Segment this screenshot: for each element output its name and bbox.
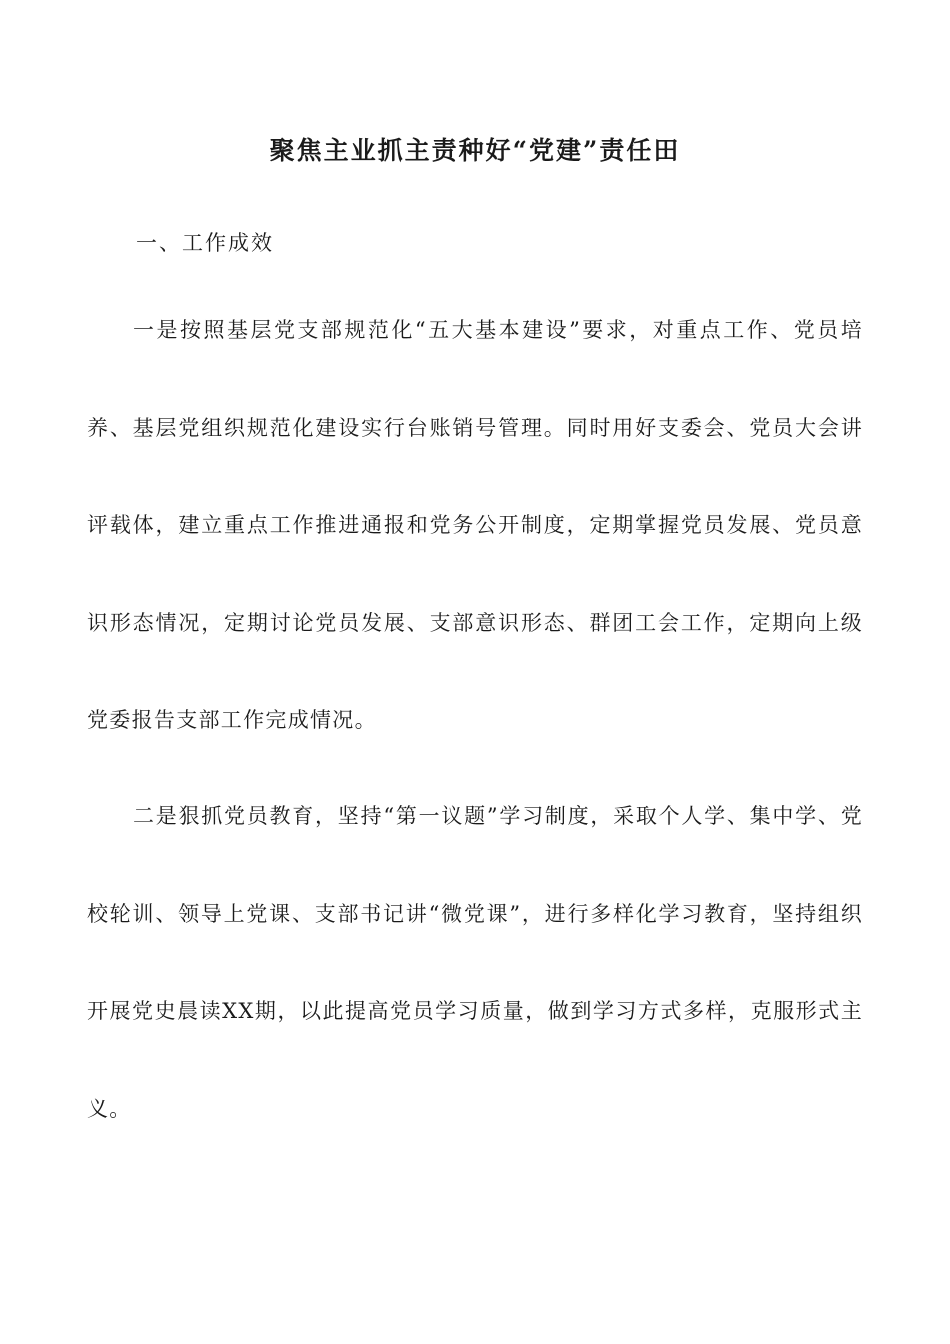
document-title: 聚焦主业抓主责种好“党建”责任田 — [269, 136, 681, 165]
section-heading: 一、工作成效 — [136, 231, 274, 255]
paragraph-1: 一是按照基层党支部规范化“五大基本建设”要求，对重点工作、党员培养、基层党组织规范化建设实行台账销号管理。同时用好支委会、党员大会讲评载体，建立重点工作推进通报和党务公开制度，定期掌握党员发展、党员意识形态情况，定期讨论党员发展、支部意识形态、群团工会工作，定期向上级党委报告支部工作完成情况。 — [87, 318, 863, 732]
paragraph-2: 二是狠抓党员教育，坚持“第一议题”学习制度，采取个人学、集中学、党校轮训、领导上党课、支部书记讲“微党课”，进行多样化学习教育，坚持组织开展党史晨读XX期，以此提高党员学习质量，做到学习方式多样，克服形式主义。 — [87, 804, 863, 1121]
